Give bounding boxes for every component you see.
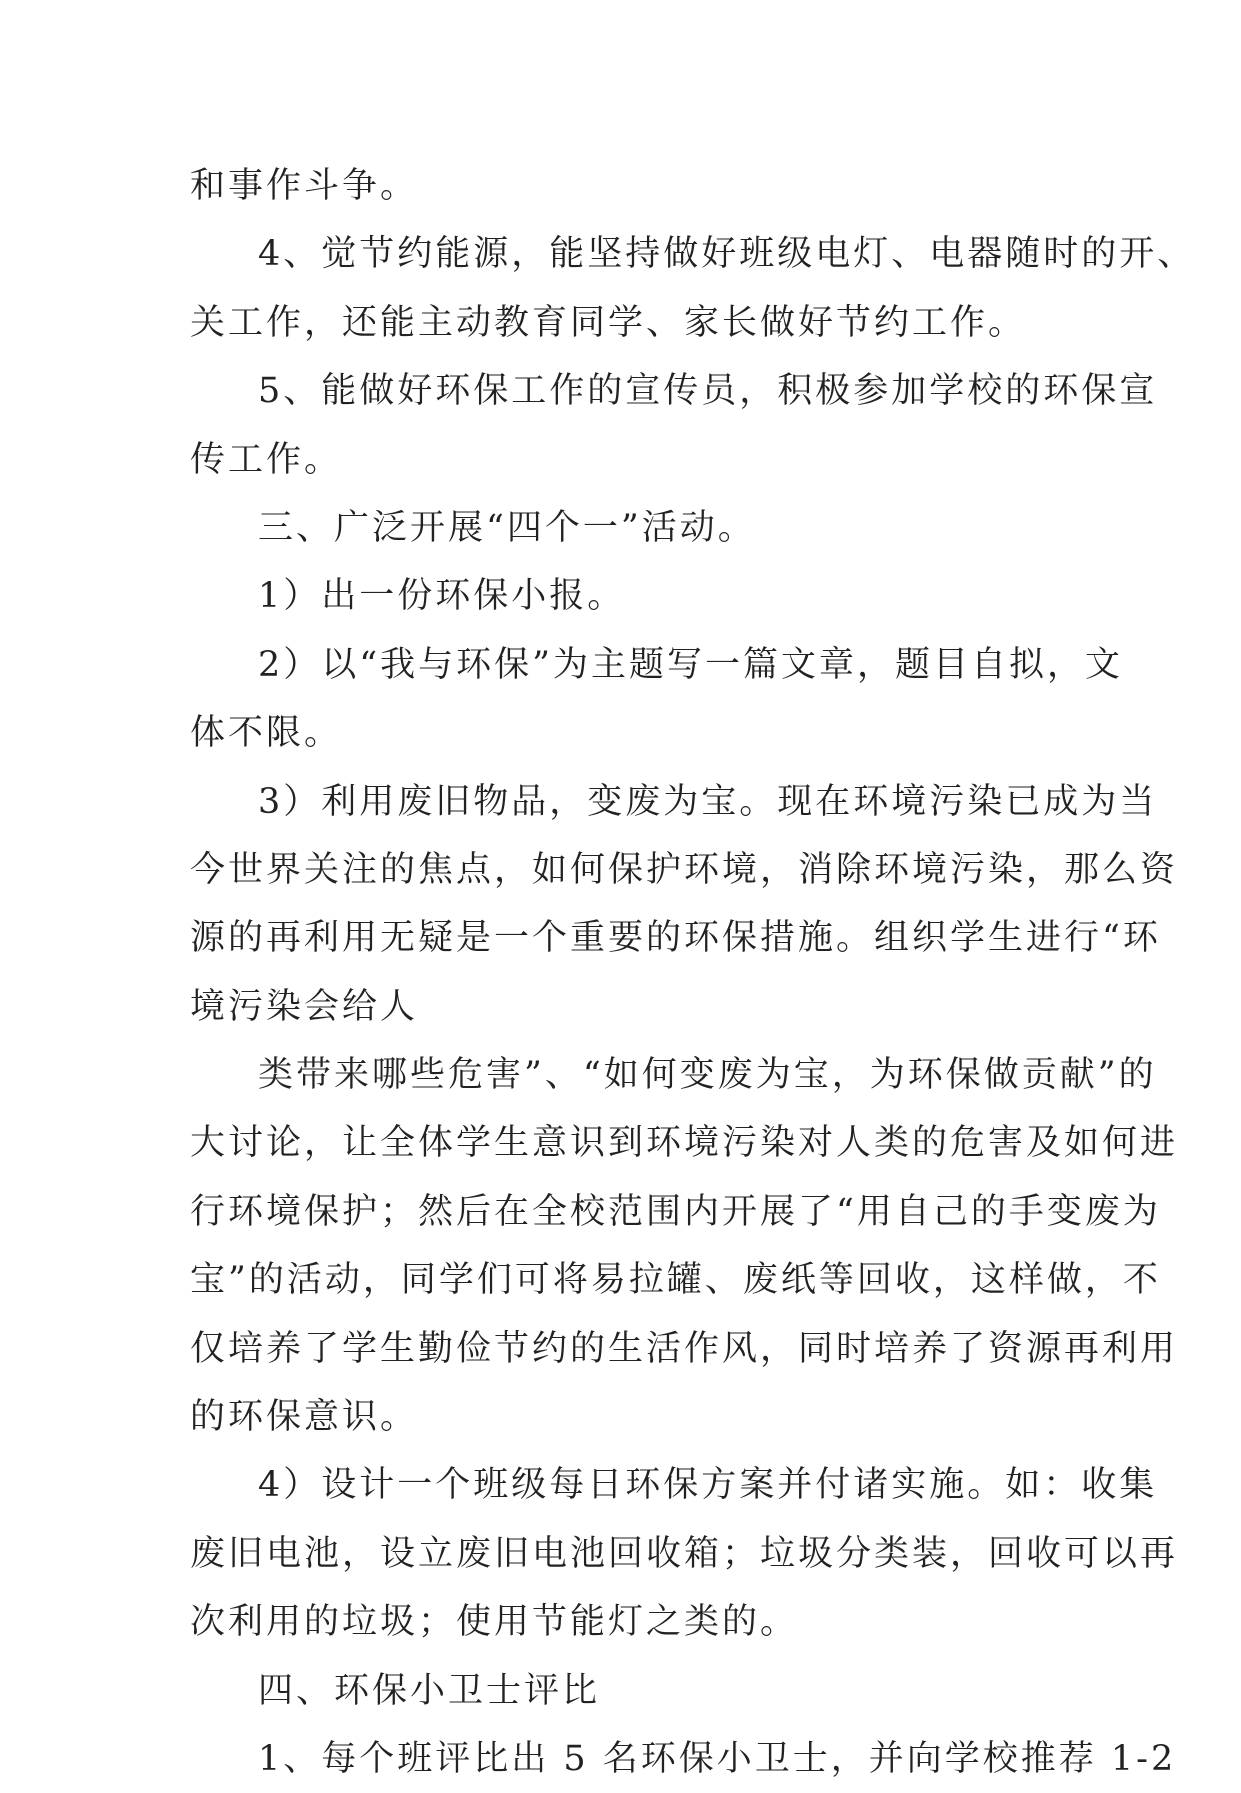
text-line: 宝”的活动，同学们可将易拉罐、废纸等回收，这样做，不: [190, 1260, 1161, 1301]
text-line: 今世界关注的焦点，如何保护环境，消除环境污染，那么资: [190, 849, 1179, 890]
text-line: 1）出一份环保小报。: [258, 576, 626, 617]
section-heading: 四、环保小卫士评比: [258, 1670, 601, 1711]
document-body: [190, 152, 1196, 1793]
text-line: 5、能做好环保工作的宣传员，积极参加学校的环保宣: [258, 371, 1158, 412]
text-line: 类带来哪些危害”、“如何变废为宝，为环保做贡献”的: [258, 1055, 1157, 1096]
text-line: 大讨论，让全体学生意识到环境污染对人类的危害及如何进: [190, 1123, 1179, 1164]
text-line: 的环保意识。: [190, 1397, 419, 1438]
text-line: 行环境保护；然后在全校范围内开展了“用自己的手变废为: [190, 1191, 1161, 1232]
text-line: 体不限。: [190, 713, 343, 754]
text-line: 4）设计一个班级每日环保方案并付诸实施。如：收集: [258, 1465, 1158, 1506]
text-line: 境污染会给人: [190, 986, 419, 1027]
text-line: 关工作，还能主动教育同学、家长做好节约工作。: [190, 302, 1027, 343]
text-line: 3）利用废旧物品，变废为宝。现在环境污染已成为当: [258, 781, 1158, 822]
section-heading: 三、广泛开展“四个一”活动。: [258, 507, 756, 548]
text-line: 1、每个班评比出 5 名环保小卫士，并向学校推荐 1-2: [258, 1738, 1177, 1779]
text-line: 传工作。: [190, 439, 343, 480]
text-line: 4、觉节约能源，能坚持做好班级电灯、电器随时的开、: [258, 234, 1196, 275]
text-line: 次利用的垃圾；使用节能灯之类的。: [190, 1602, 799, 1643]
text-line: 2）以“我与环保”为主题写一篇文章，题目自拟，文: [258, 644, 1124, 685]
text-line: 废旧电池，设立废旧电池回收箱；垃圾分类装，回收可以再: [190, 1533, 1179, 1574]
text-line: 仅培养了学生勤俭节约的生活作风，同时培养了资源再利用: [190, 1328, 1179, 1369]
text-line: 和事作斗争。: [190, 166, 419, 206]
text-line: 源的再利用无疑是一个重要的环保措施。组织学生进行“环: [190, 918, 1161, 959]
